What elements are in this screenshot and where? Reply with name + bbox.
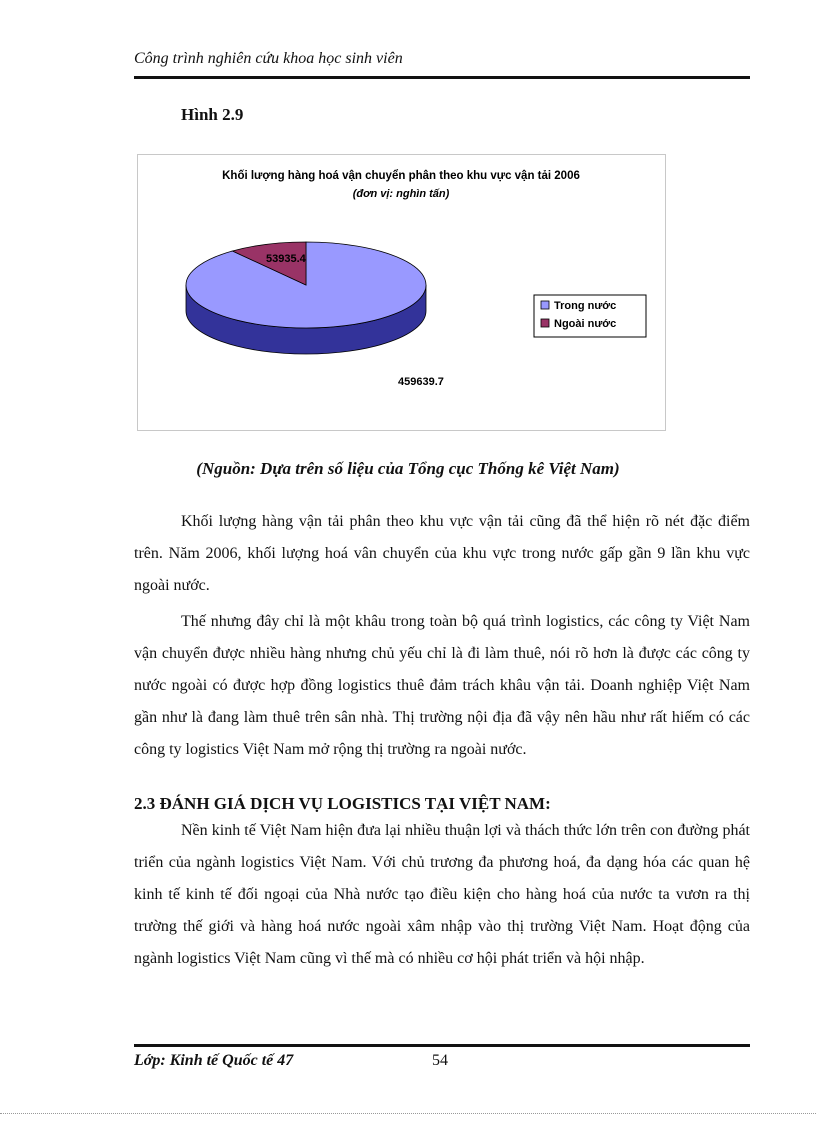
header-rule [134,76,750,79]
legend-swatch [541,319,549,327]
page-edge-dots [0,1113,816,1114]
legend-swatch [541,301,549,309]
data-label-ngoai-nuoc: 53935.4 [266,253,306,265]
pie-chart [137,154,666,431]
section-heading: 2.3 ĐÁNH GIÁ DỊCH VỤ LOGISTICS TẠI VIỆT NAM: [134,794,551,813]
section-paragraph: Nền kinh tế Việt Nam hiện đưa lại nhiều thuận lợi và thách thức lớn trên con đường phát triển của ngành logistics Việt Nam. Với chủ trương đa phương hoá, đa dạng hóa các quan hệ kinh tế kinh tế đối ngoại của Nhà nước tạo điều kiện cho hàng hoá của nước ta vươn ra thị trường thế giới và hàng hoá nước ngoài xâm nhập vào thị trường Việt Nam. Hoạt động của ngành logistics Việt Nam cũng vì thế mà có nhiều cơ hội phát triển và hội nhập. [134,822,750,967]
figure-source: (Nguồn: Dựa trên số liệu của Tổng cục Thống kê Việt Nam) [196,459,620,478]
data-label-trong-nuoc: 459639.7 [398,376,444,388]
legend-label: Trong nước [554,300,617,312]
footer-rule [134,1044,750,1047]
pie-slices [186,242,444,388]
page-number: 54 [432,1052,448,1069]
page-header-title: Công trình nghiên cứu khoa học sinh viên [134,50,403,67]
paragraph-2: Thế nhưng đây chỉ là một khâu trong toàn bộ quá trình logistics, các công ty Việt Nam vận chuyển được nhiều hàng nhưng chủ yếu chỉ là đi làm thuê, nói rõ hơn là được các công ty nước ngoài có được hợp đồng logistics thuê đảm trách khâu vận tải. Doanh nghiệp Việt Nam gần như là đang làm thuê trên sân nhà. Thị trường nội địa đã vậy nên hầu như rất hiếm có các công ty logistics Việt Nam mở rộng thị trường ra ngoài nước. [134,613,750,758]
figure-label: Hình 2.9 [181,105,244,124]
legend-label: Ngoài nước [554,318,617,330]
chart-subtitle: (đơn vị: nghìn tấn) [352,188,450,200]
chart-legend [534,295,646,337]
chart-title: Khối lượng hàng hoá vận chuyển phân theo khu vực vận tải 2006 [222,170,580,182]
chart-canvas [138,155,665,430]
paragraph-1: Khối lượng hàng vận tải phân theo khu vực vận tải cũng đã thể hiện rõ nét đặc điểm trên. Năm 2006, khối lượng hoá vân chuyển của khu vực trong nước gấp gần 9 lần khu vực ngoài nước. [134,513,750,594]
footer-class-label: Lớp: Kinh tế Quốc tế 47 [134,1052,294,1069]
